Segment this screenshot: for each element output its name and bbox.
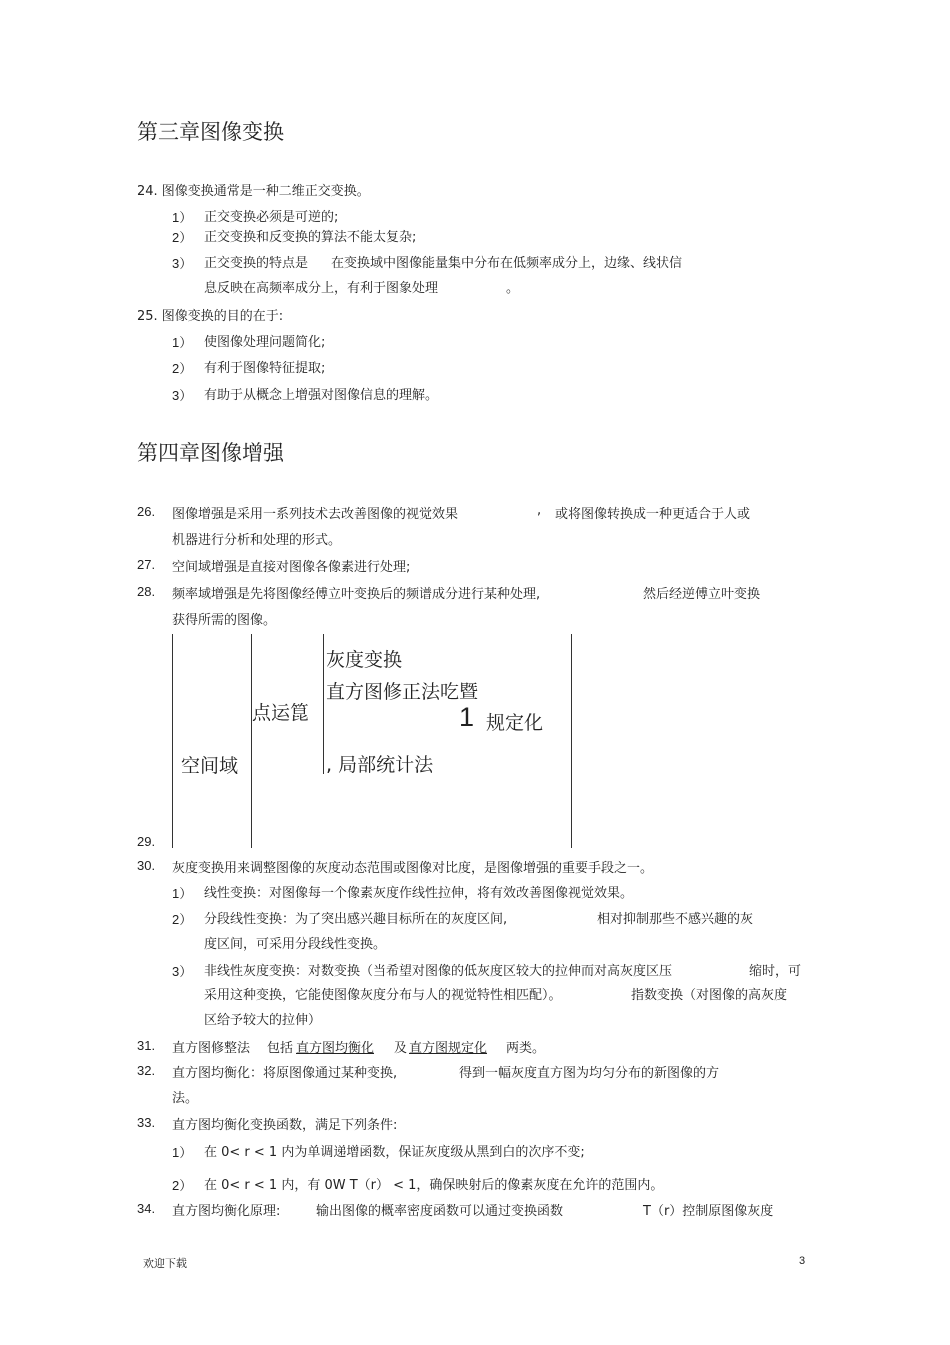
q24-item-2-text: 正交变换和反变换的算法不能太复杂; (204, 230, 417, 245)
bracket-line-2 (251, 634, 252, 848)
q30-item-3-text-c: 采用这种变换，它能使图像灰度分布与人的视觉特性相匹配）。 (204, 988, 562, 1003)
q34-text-b: 输出图像的概率密度函数可以通过变换函数 (316, 1204, 564, 1219)
q32-text-b: 得到一幅灰度直方图为均匀分布的新图像的方 (459, 1066, 720, 1081)
q33-text: 直方图均衡化变换函数，满足下列条件: (172, 1118, 398, 1133)
diagram-spatial-domain: 空间域 (181, 755, 239, 777)
q31-text-a: 直方图修整法 (172, 1041, 251, 1056)
q25-item-3-number: 3） (172, 388, 193, 403)
q33-item-2-number: 2） (172, 1178, 193, 1193)
q30-item-1-text: 线性变换：对图像每一个像素灰度作线性拉伸，将有效改善图像视觉效果。 (204, 886, 634, 901)
bracket-line-3 (323, 634, 324, 774)
diagram-point-operation: 点运箟 (252, 702, 310, 724)
q25-item-3-text: 有助于从概念上增强对图像信息的理解。 (204, 388, 439, 403)
q30-item-3-text-a: 非线性灰度变换：对数变换（当希望对图像的低灰度区较大的拉伸而对高灰度区压 (204, 964, 673, 979)
q28-number: 28. (137, 584, 156, 599)
q24-item-3-text-b: 在变换域中图像能量集中分布在低频率成分上，边缘、线状信 (331, 256, 683, 271)
q30-item-2-text-c: 度区间，可采用分段线性变换。 (204, 937, 387, 952)
q26-text-d: 机器进行分析和处理的形式。 (172, 533, 342, 548)
q34-text-c: T（r）控制原图像灰度 (643, 1204, 774, 1219)
q26-number: 26. (137, 504, 156, 519)
q32-text-a: 直方图均衡化：将原图像通过某种变换, (172, 1066, 398, 1081)
q32-number: 32. (137, 1063, 156, 1078)
q27-text: 空间域增强是直接对图像各像素进行处理; (172, 560, 411, 575)
q25-item-1-number: 1） (172, 335, 193, 350)
q30-number: 30. (137, 858, 156, 873)
question-24: 24. 图像变换通常是一种二维正交变换。 (137, 184, 370, 199)
diagram-histogram-correction: 直方图修正法吃暨 (326, 681, 479, 703)
q33-item-1-number: 1） (172, 1145, 193, 1160)
q30-item-3-text-b: 缩时，可 (749, 964, 802, 979)
q26-text-b: , (537, 503, 542, 518)
bracket-line-4 (571, 634, 572, 848)
q25-item-2-text: 有利于图像特征提取; (204, 361, 326, 376)
q34-number: 34. (137, 1201, 156, 1216)
q31-text-d: 及 (394, 1041, 408, 1056)
q30-item-2-number: 2） (172, 912, 193, 927)
q24-item-3-text-d: 。 (506, 281, 520, 296)
q24-item-1-text: 正交变换必须是可逆的; (204, 210, 339, 225)
q33-number: 33. (137, 1115, 156, 1130)
diagram-one: 1 (459, 702, 475, 732)
q31-text-f: 两类。 (506, 1041, 546, 1056)
q33-item-2-text: 在 0< r < 1 内，有 0W T（r） < 1，确保映射后的像素灰度在允许的范围内。 (204, 1178, 664, 1193)
q26-text-c: 或将图像转换成一种更适合于人或 (555, 507, 751, 522)
q28-text-c: 获得所需的图像。 (172, 613, 277, 628)
q31-text-b: 包括 (267, 1041, 294, 1056)
q32-text-c: 法。 (172, 1091, 199, 1106)
chapter-4-title: 第四章图像增强 (137, 441, 284, 465)
q26-text-a: 图像增强是采用一系列技术去改善图像的视觉效果 (172, 507, 459, 522)
bracket-line-1 (172, 634, 173, 848)
q25-item-1-text: 使图像处理问题简化; (204, 335, 326, 350)
q29-number: 29. (137, 834, 156, 849)
chapter-3-title: 第三章图像变换 (137, 120, 284, 144)
q33-item-1-text: 在 0< r < 1 内为单调递增函数，保证灰度级从黑到白的次序不变; (204, 1145, 585, 1160)
q24-item-1-number: 1） (172, 210, 193, 225)
q25-item-2-number: 2） (172, 361, 193, 376)
q28-text-a: 频率域增强是先将图像经傅立叶变换后的频谱成分进行某种处理, (172, 587, 541, 602)
q30-item-3-text-e: 区给予较大的拉伸） (204, 1013, 322, 1028)
footer-welcome-download: 欢迎下载 (143, 1257, 187, 1270)
q31-histogram-equalization: 直方图均衡化 (296, 1041, 375, 1056)
q30-item-3-number: 3） (172, 964, 193, 979)
q30-item-2-text-b: 相对抑制那些不感兴趣的灰 (597, 912, 754, 927)
diagram-gray-transform: 灰度变换 (326, 649, 403, 671)
diagram-local-statistics: , 局部统计法 (326, 754, 434, 776)
q31-number: 31. (137, 1038, 156, 1053)
q34-text-a: 直方图均衡化原理: (172, 1204, 281, 1219)
page-number: 3 (799, 1255, 806, 1267)
q30-text: 灰度变换用来调整图像的灰度动态范围或图像对比度，是图像增强的重要手段之一。 (172, 861, 654, 876)
q24-item-3-number: 3） (172, 256, 193, 271)
q28-text-b: 然后经逆傅立叶变换 (643, 587, 761, 602)
q31-histogram-specification: 直方图规定化 (409, 1041, 488, 1056)
q24-item-2-number: 2） (172, 230, 193, 245)
q30-item-3-text-d: 指数变换（对图像的高灰度 (631, 988, 788, 1003)
q24-item-3-text-c: 息反映在高频率成分上，有利于图象处理 (204, 281, 439, 296)
q27-number: 27. (137, 557, 156, 572)
q30-item-1-number: 1） (172, 886, 193, 901)
question-25: 25. 图像变换的目的在于: (137, 309, 284, 324)
q24-item-3-text-a: 正交变换的特点是 (204, 256, 309, 271)
q30-item-2-text-a: 分段线性变换：为了突出感兴趣目标所在的灰度区间, (204, 912, 508, 927)
diagram-specification: 规定化 (486, 712, 544, 734)
